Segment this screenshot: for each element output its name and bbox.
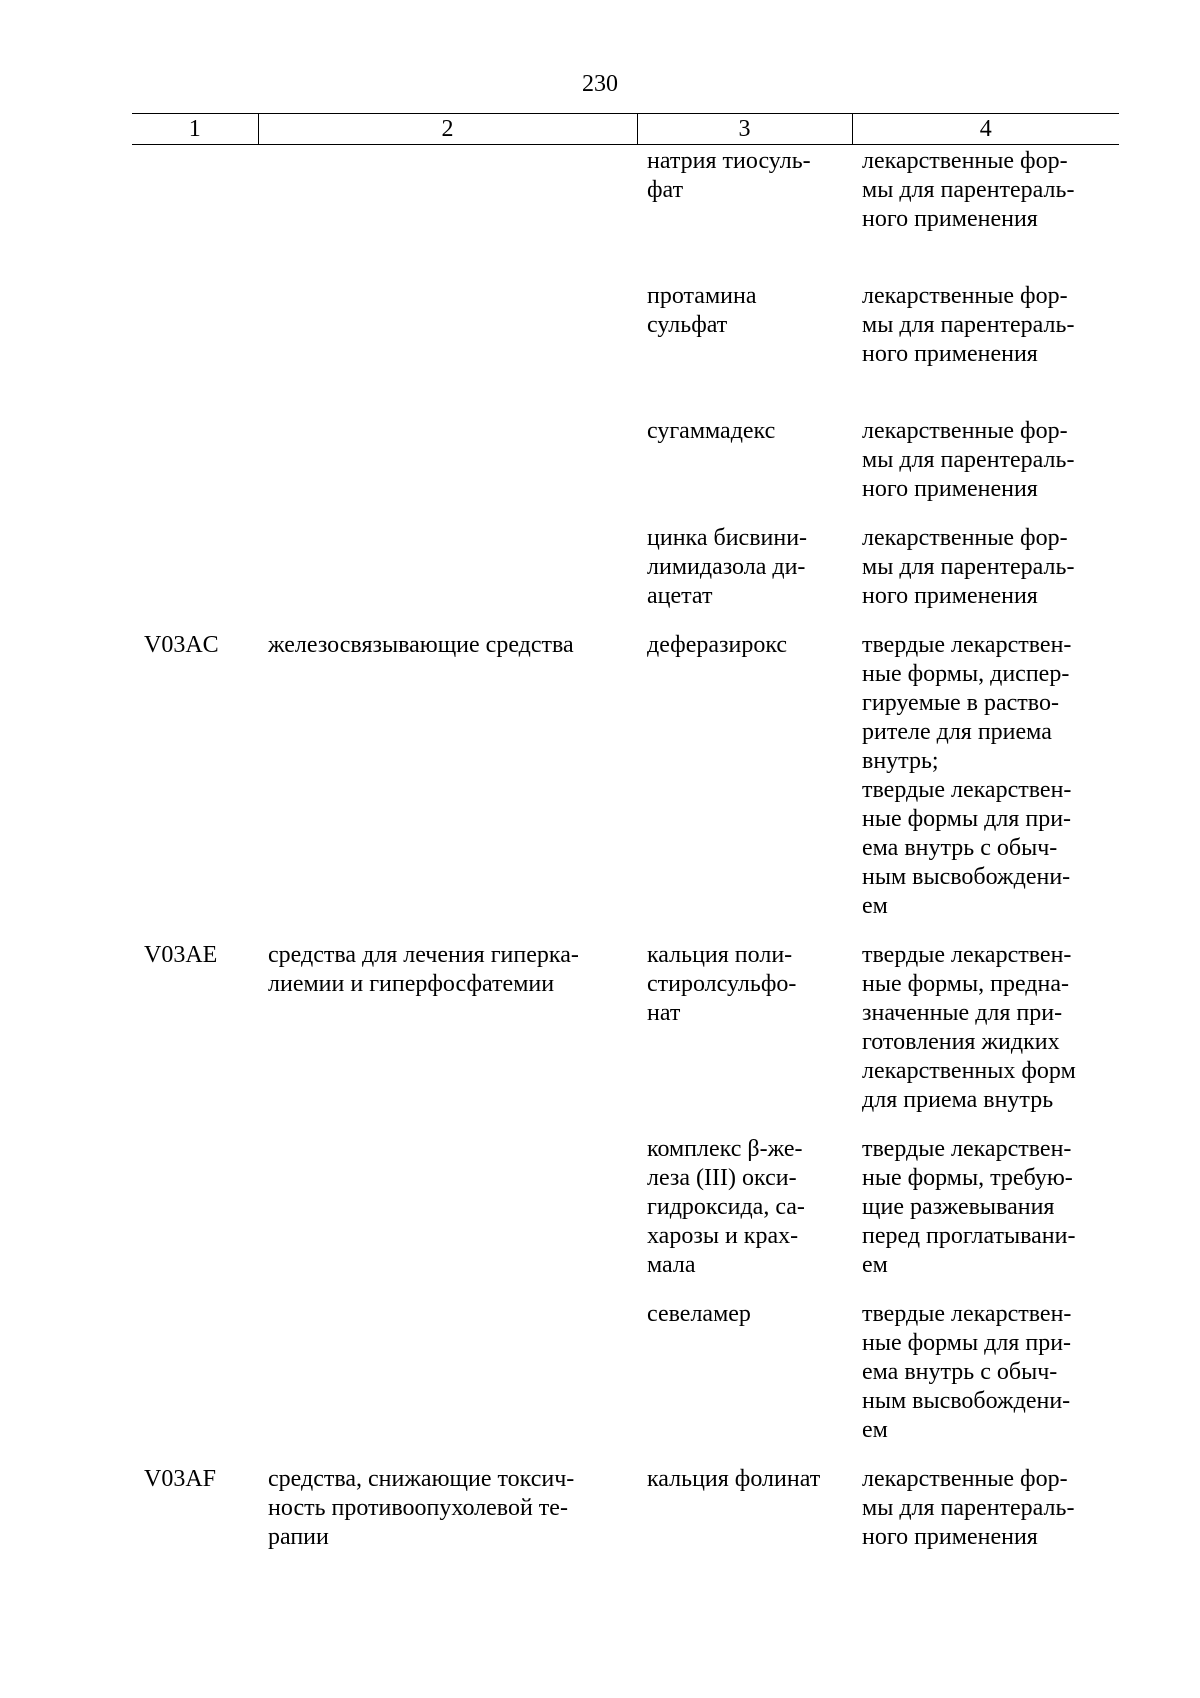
drug-table [132,113,1119,1572]
substance-cell: севеламер [647,1301,751,1327]
atx-code-cell [132,282,258,417]
group-name-cell: средства для лечения гиперка- лиемии и гиперфосфатемии [268,942,579,997]
dosage-form-cell: твердые лекарствен- ные формы, требую- щие разжевывания перед проглатывани- ем [862,1136,1076,1278]
substance-cell: кальция фолинат [647,1466,821,1492]
dosage-form-cell: твердые лекарствен- ные формы, предна- значенные для при- готовления жидких лекарственных форм для приема внутрь [862,942,1076,1113]
table-row [132,1135,1119,1300]
table-row [132,1300,1119,1465]
group-name-cell [258,1135,637,1300]
substance-cell: деферазирокс [647,632,788,658]
page-number: 230 [582,71,618,97]
table-header [132,114,1119,145]
dosage-form-cell: лекарственные фор- мы для парентераль- ного применения [862,525,1075,609]
atx-code-cell [132,1300,258,1465]
group-name-cell [258,282,637,417]
table-row [132,145,1119,283]
atx-code-cell: V03AE [144,942,218,968]
table-row [132,524,1119,631]
header-col-4: 4 [852,114,1119,145]
atx-code-cell [132,145,258,283]
substance-cell: протамина сульфат [647,283,757,338]
dosage-form-cell: лекарственные фор- мы для парентераль- ного применения [862,418,1075,502]
substance-cell: кальция поли- стиролсульфо- нат [647,942,797,1026]
atx-code-cell [132,524,258,631]
header-col-2: 2 [258,114,637,145]
substance-cell: сугаммадекс [647,418,776,444]
table-row [132,631,1119,941]
substance-cell: комплекс β-же- леза (III) окси- гидроксида, са- харозы и крах- мала [647,1136,805,1278]
atx-code-cell: V03AF [144,1466,217,1492]
table-row [132,941,1119,1135]
table-row [132,282,1119,417]
atx-code-cell [132,1135,258,1300]
dosage-form-cell: лекарственные фор- мы для парентераль- ного применения [862,1466,1075,1550]
group-name-cell [258,145,637,283]
group-name-cell: железосвязывающие средства [268,632,574,658]
atx-code-cell: V03AC [144,632,219,658]
group-name-cell [258,1300,637,1465]
header-row [132,114,1119,145]
substance-cell: цинка бисвини- лимидазола ди- ацетат [647,525,808,609]
table-row [132,417,1119,524]
substance-cell: натрия тиосуль- фат [647,148,811,203]
dosage-form-cell: лекарственные фор- мы для парентераль- ного применения [862,148,1075,232]
header-col-3: 3 [637,114,852,145]
group-name-cell [258,524,637,631]
group-name-cell: средства, снижающие токсич- ность противоопухолевой те- рапии [268,1466,575,1550]
dosage-form-cell: твердые лекарствен- ные формы, диспер- гируемые в раство- рителе для приема внутрь; твердые лекарствен- ные формы для при- ема внутрь с обыч- ным высвобождени- ем [862,632,1072,919]
header-col-1: 1 [132,114,258,145]
table-row [132,1465,1119,1572]
dosage-form-cell: твердые лекарствен- ные формы для при- ема внутрь с обыч- ным высвобождени- ем [862,1301,1072,1443]
atx-code-cell [132,417,258,524]
group-name-cell [258,417,637,524]
dosage-form-cell: лекарственные фор- мы для парентераль- ного применения [862,283,1075,367]
table-body [132,145,1119,1573]
